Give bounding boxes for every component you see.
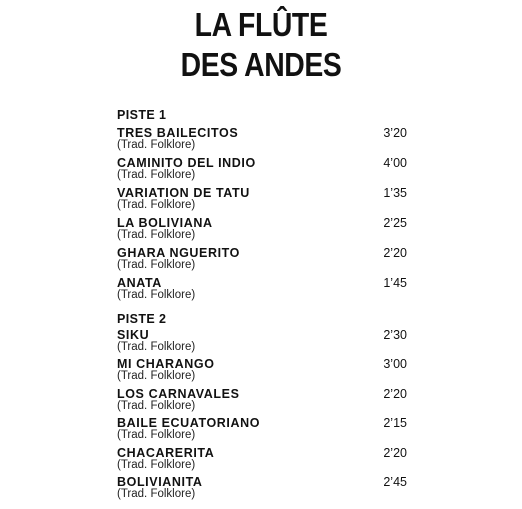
- track-title: ANATA: [117, 276, 162, 290]
- track-duration: 2’45: [383, 475, 407, 489]
- track-duration: 1’35: [383, 186, 407, 200]
- track-title: CAMINITO DEL INDIO: [117, 156, 256, 170]
- side-1-header: PISTE 1: [117, 108, 167, 122]
- track-title: TRES BAILECITOS: [117, 126, 239, 140]
- track-duration: 2’20: [383, 246, 407, 260]
- track-duration: 2’30: [383, 328, 407, 342]
- track-title: GHARA NGUERITO: [117, 246, 240, 260]
- track-row: [117, 475, 407, 505]
- track-row: [117, 416, 407, 446]
- track-duration: 3’00: [383, 357, 407, 371]
- track-row: [117, 246, 407, 276]
- track-credit: (Trad. Folklore): [117, 289, 196, 301]
- track-title: CHACARERITA: [117, 446, 215, 460]
- track-title: LOS CARNAVALES: [117, 387, 240, 401]
- track-credit: (Trad. Folklore): [117, 370, 196, 382]
- track-title: VARIATION DE TATU: [117, 186, 250, 200]
- track-credit: (Trad. Folklore): [117, 199, 196, 211]
- side-2-header: PISTE 2: [117, 312, 167, 326]
- track-row: [117, 276, 407, 306]
- track-row: [117, 126, 407, 156]
- track-duration: 2’15: [383, 416, 407, 430]
- track-title: SIKU: [117, 328, 150, 342]
- track-credit: (Trad. Folklore): [117, 488, 196, 500]
- album-title-line-1: LA FLÛTE: [194, 6, 328, 43]
- track-title: MI CHARANGO: [117, 357, 215, 371]
- track-row: [117, 216, 407, 246]
- track-duration: 1’45: [383, 276, 407, 290]
- track-credit: (Trad. Folklore): [117, 400, 196, 412]
- album-title-line-2: DES ANDES: [180, 46, 342, 83]
- track-credit: (Trad. Folklore): [117, 139, 196, 151]
- track-credit: (Trad. Folklore): [117, 169, 196, 181]
- track-row: [117, 446, 407, 476]
- track-title: BAILE ECUATORIANO: [117, 416, 261, 430]
- track-duration: 3’20: [383, 126, 407, 140]
- track-credit: (Trad. Folklore): [117, 341, 196, 353]
- track-credit: (Trad. Folklore): [117, 259, 196, 271]
- track-credit: (Trad. Folklore): [117, 459, 196, 471]
- track-duration: 4’00: [383, 156, 407, 170]
- track-row: [117, 328, 407, 358]
- track-duration: 2’20: [383, 387, 407, 401]
- track-credit: (Trad. Folklore): [117, 429, 196, 441]
- track-title: LA BOLIVIANA: [117, 216, 213, 230]
- track-row: [117, 186, 407, 216]
- track-duration: 2’25: [383, 216, 407, 230]
- track-row: [117, 387, 407, 417]
- track-credit: (Trad. Folklore): [117, 229, 196, 241]
- track-row: [117, 156, 407, 186]
- track-duration: 2’20: [383, 446, 407, 460]
- track-title: BOLIVIANITA: [117, 475, 203, 489]
- track-row: [117, 357, 407, 387]
